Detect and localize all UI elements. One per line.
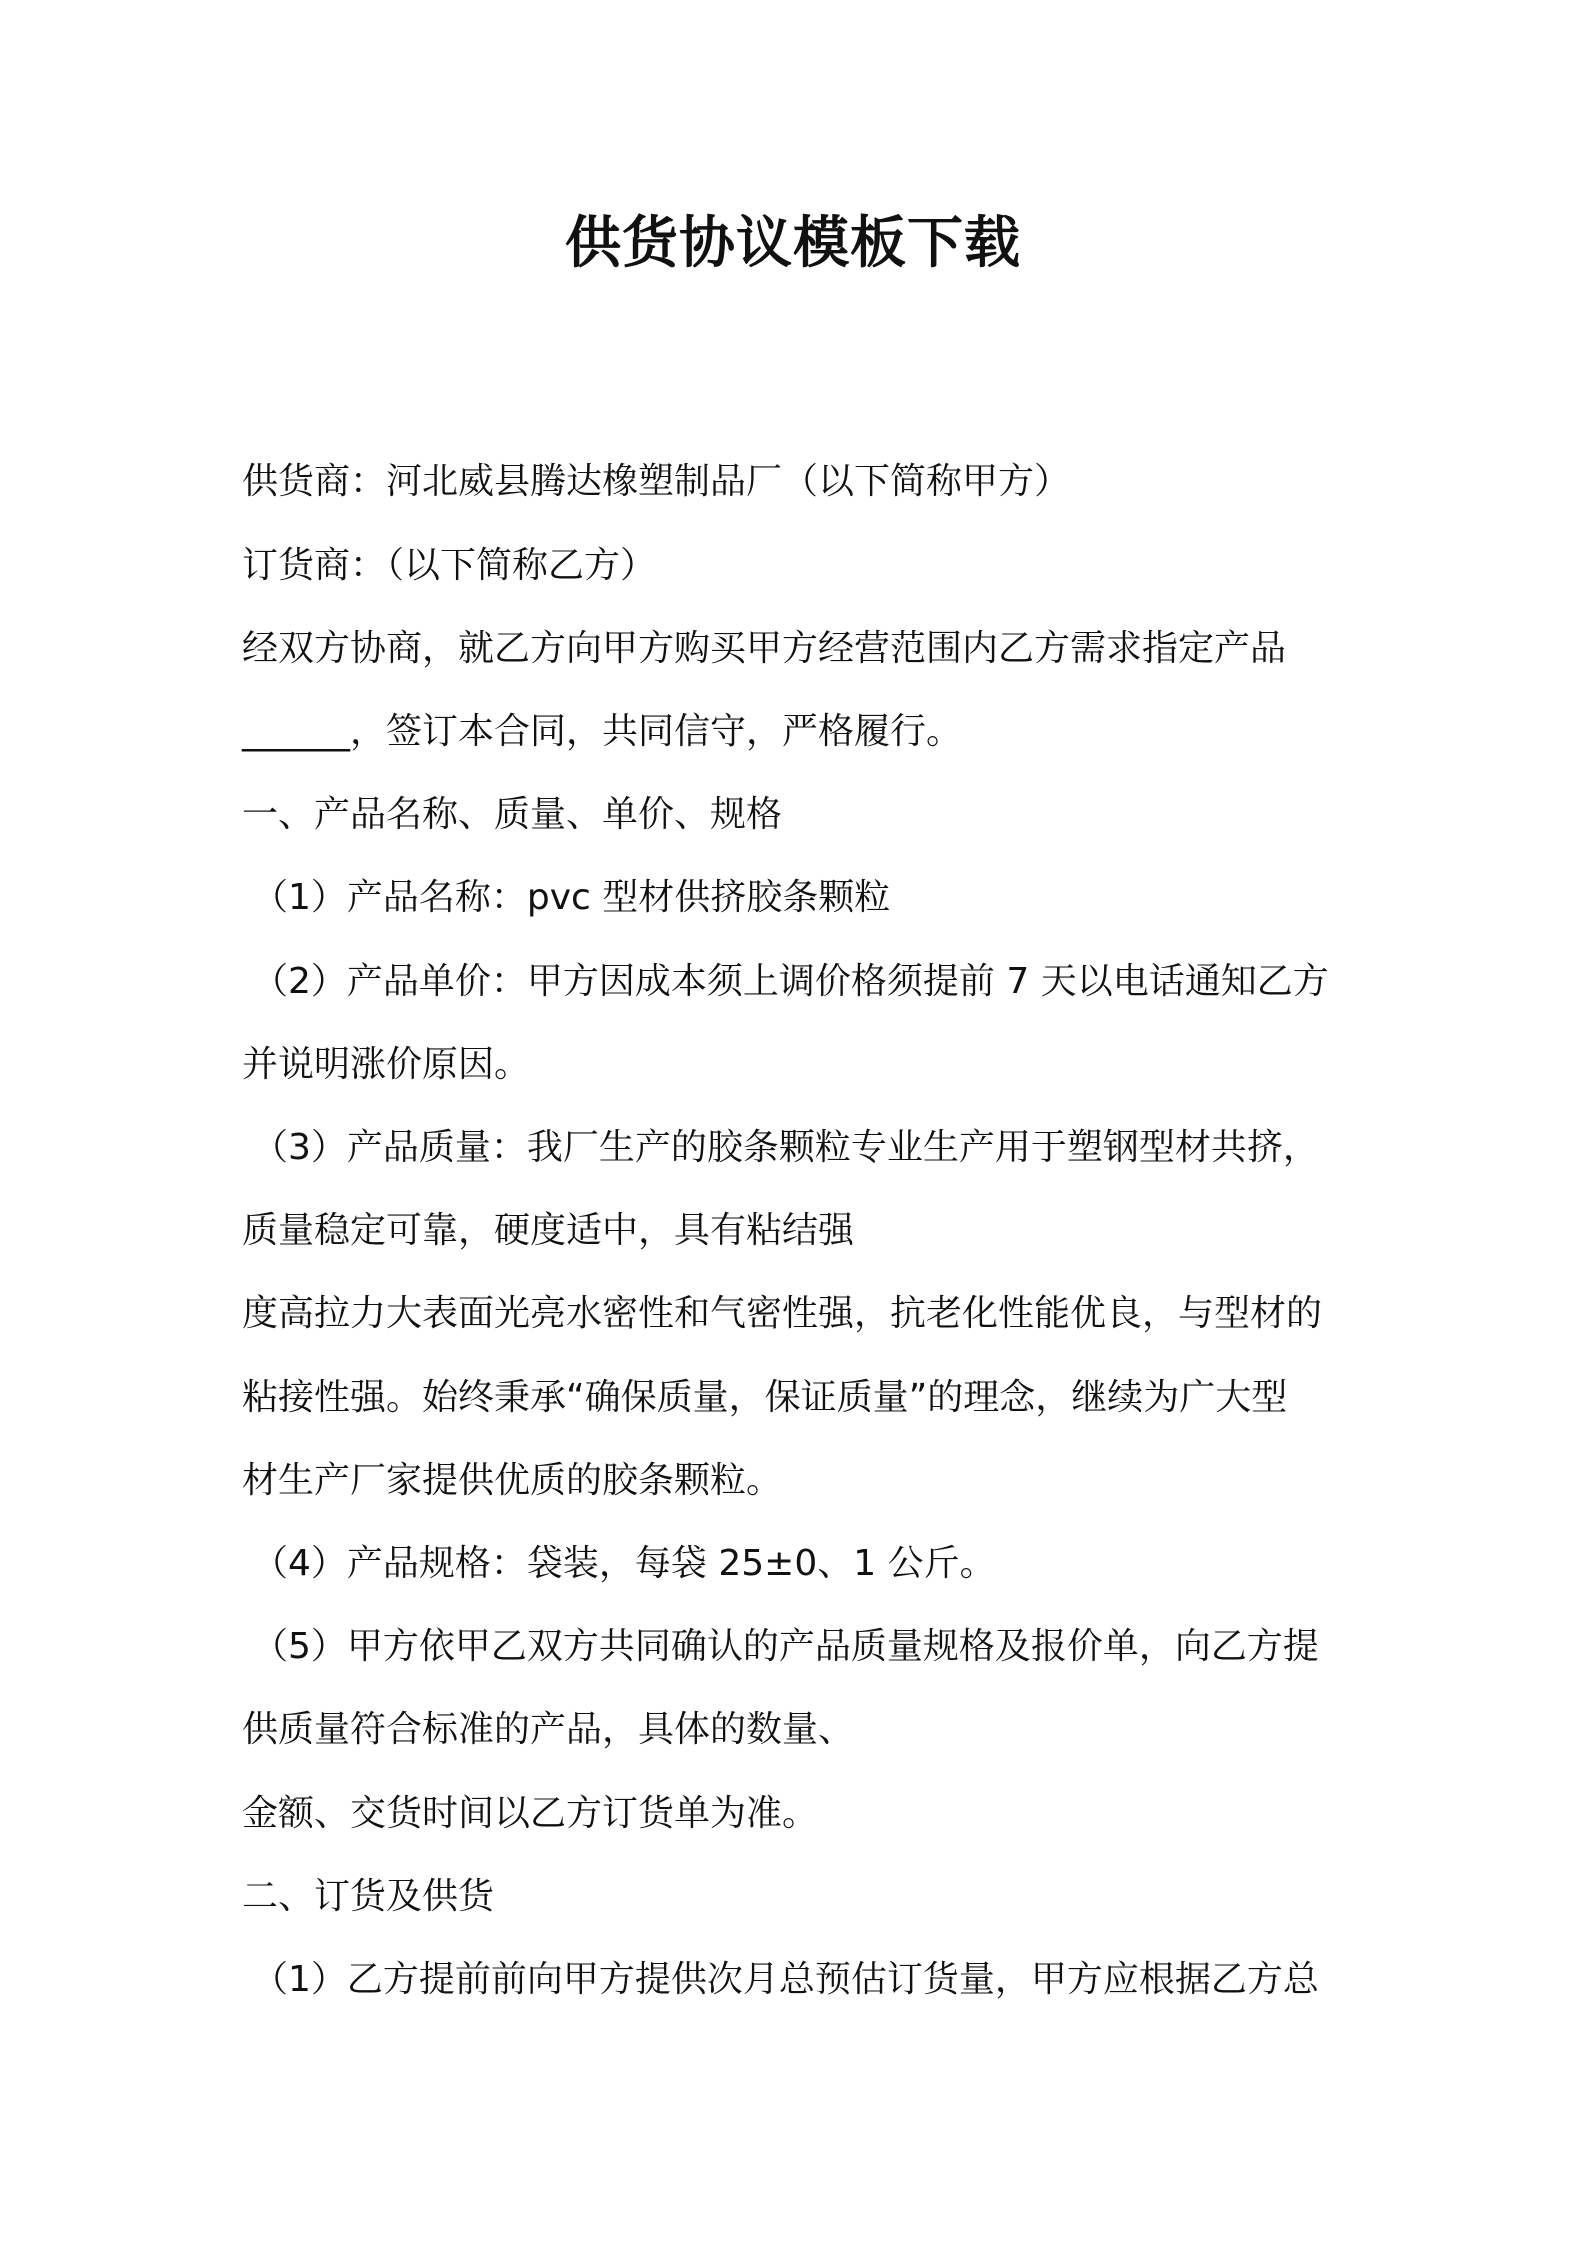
clause-1-2-line-1: （2）产品单价：甲方因成本须上调价格须提前 7 天以电话通知乙方 bbox=[252, 961, 1329, 1002]
section-1-heading: 一、产品名称、质量、单价、规格 bbox=[242, 794, 783, 835]
clause-1-3-line-1: （3）产品质量：我厂生产的胶条颗粒专业生产用于塑钢型材共挤， bbox=[252, 1127, 1319, 1168]
document-title: 供货协议模板下载 bbox=[565, 211, 1021, 276]
clause-2-1-line-1: （1）乙方提前前向甲方提供次月总预估订货量，甲方应根据乙方总 bbox=[252, 1959, 1319, 2000]
clause-1-5-line-3: 金额、交货时间以乙方订货单为准。 bbox=[242, 1793, 819, 1834]
clause-1-5-line-1: （5）甲方依甲乙双方共同确认的产品质量规格及报价单，向乙方提 bbox=[252, 1626, 1319, 1667]
clause-1-3-line-2: 质量稳定可靠，硬度适中，具有粘结强 bbox=[242, 1210, 855, 1251]
intro-paragraph-line-2: ______，签订本合同，共同信守，严格履行。 bbox=[242, 711, 963, 752]
supplier-line: 供货商：河北威县腾达橡塑制品厂（以下简称甲方） bbox=[242, 461, 1071, 502]
clause-1-3-line-3: 度高拉力大表面光亮水密性和气密性强，抗老化性能优良，与型材的 bbox=[242, 1293, 1323, 1334]
clause-1-1: （1）产品名称：pvc 型材供挤胶条颗粒 bbox=[252, 877, 891, 918]
buyer-line: 订货商：（以下简称乙方） bbox=[242, 545, 657, 586]
intro-paragraph-line-1: 经双方协商，就乙方向甲方购买甲方经营范围内乙方需求指定产品 bbox=[242, 628, 1287, 669]
clause-1-3-line-4: 粘接性强。始终秉承“确保质量，保证质量”的理念，继续为广大型 bbox=[242, 1377, 1288, 1418]
section-2-heading: 二、订货及供货 bbox=[242, 1876, 495, 1917]
clause-1-5-line-2: 供质量符合标准的产品，具体的数量、 bbox=[242, 1709, 855, 1750]
clause-1-3-line-5: 材生产厂家提供优质的胶条颗粒。 bbox=[242, 1460, 783, 1501]
clause-1-4: （4）产品规格：袋装，每袋 25±0、1 公斤。 bbox=[252, 1543, 996, 1584]
clause-1-2-line-2: 并说明涨价原因。 bbox=[242, 1044, 531, 1085]
